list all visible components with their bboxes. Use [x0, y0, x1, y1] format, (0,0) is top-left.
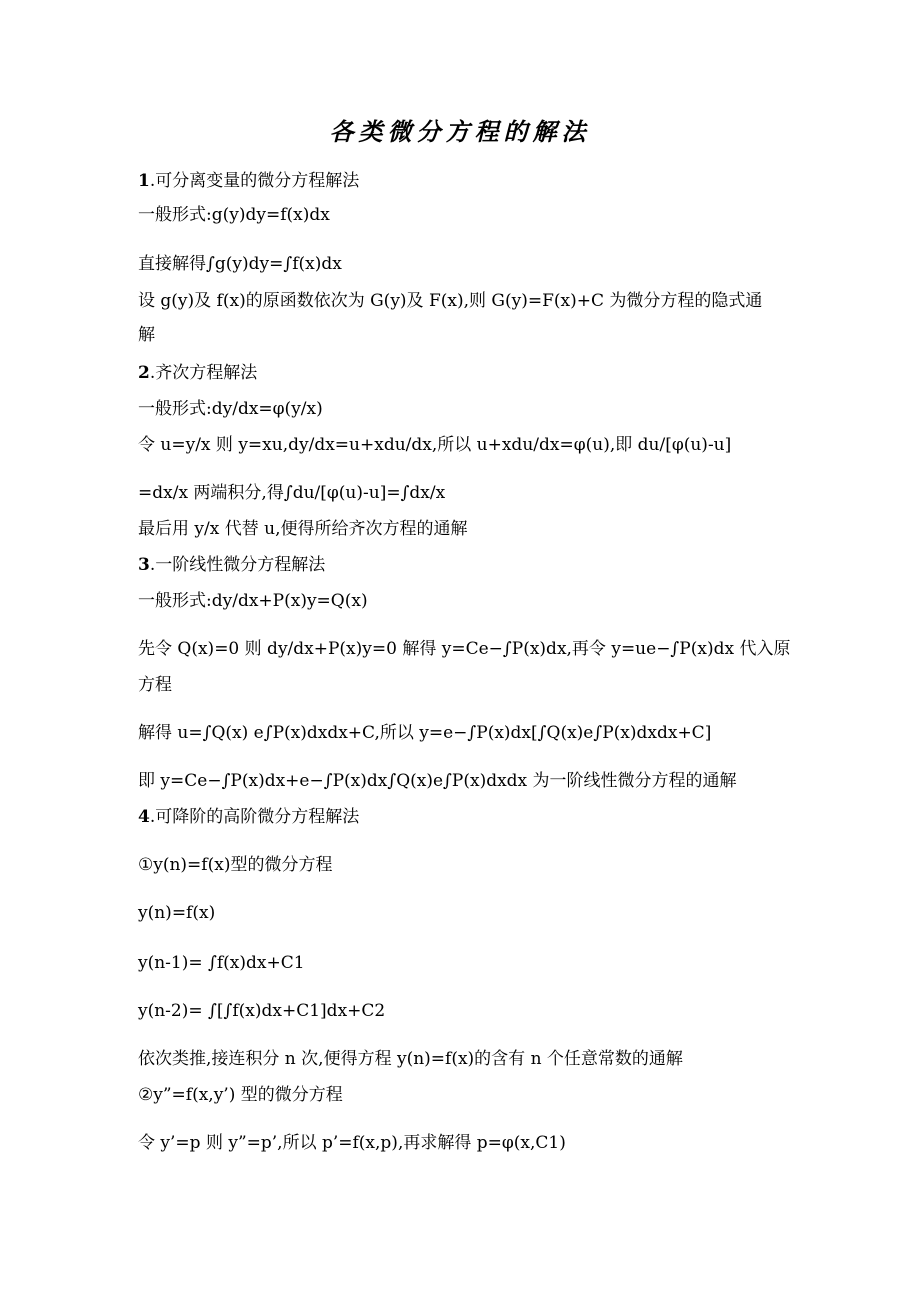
text-line: 一般形式:dy/dx=φ(y/x): [138, 399, 323, 419]
formula-line: 直接解得∫g(y)dy=∫f(x)dx: [138, 254, 342, 274]
text-line: 一般形式:dy/dx+P(x)y=Q(x): [138, 591, 368, 611]
text-line: 依次类推,接连积分 n 次,便得方程 y(n)=f(x)的含有 n 个任意常数的通解: [138, 1049, 683, 1069]
text-line: 方程: [138, 675, 172, 695]
section-heading-2: 2.齐次方程解法: [138, 363, 258, 383]
text-line: 最后用 y/x 代替 u,便得所给齐次方程的通解: [138, 519, 468, 539]
formula-line: 先令 Q(x)=0 则 dy/dx+P(x)y=0 解得 y=Ce−∫P(x)dx,再令 y=ue−∫P(x)dx 代入原: [138, 639, 791, 659]
text-line: 设 g(y)及 f(x)的原函数依次为 G(y)及 F(x),则 G(y)=F(x)+C 为微分方程的隐式通: [138, 291, 763, 311]
formula-line: ②y”=f(x,y’) 型的微分方程: [138, 1085, 343, 1105]
formula-line: 即 y=Ce−∫P(x)dx+e−∫P(x)dx∫Q(x)e∫P(x)dxdx 为一阶线性微分方程的通解: [138, 771, 737, 791]
formula-line: 解得 u=∫Q(x) e∫P(x)dxdx+C,所以 y=e−∫P(x)dx[∫Q(x)e∫P(x)dxdx+C]: [138, 723, 712, 743]
section-heading-1: 1.可分离变量的微分方程解法: [138, 171, 360, 191]
page-title: 各类微分方程的解法: [329, 117, 591, 146]
formula-line: =dx/x 两端积分,得∫du/[φ(u)-u]=∫dx/x: [138, 483, 446, 503]
formula-line: 令 y’=p 则 y”=p’,所以 p’=f(x,p),再求解得 p=φ(x,C1): [138, 1133, 566, 1153]
formula-line: 令 u=y/x 则 y=xu,dy/dx=u+xdu/dx,所以 u+xdu/dx=φ(u),即 du/[φ(u)-u]: [138, 435, 732, 455]
formula-line: y(n)=f(x): [138, 903, 216, 923]
formula-line: y(n-2)= ∫[∫f(x)dx+C1]dx+C2: [138, 1001, 386, 1021]
formula-line: ①y(n)=f(x)型的微分方程: [138, 855, 333, 875]
text-line: 一般形式:g(y)dy=f(x)dx: [138, 205, 330, 225]
section-heading-4: 4.可降阶的高阶微分方程解法: [138, 807, 360, 827]
text-line: 解: [138, 325, 155, 345]
section-heading-3: 3.一阶线性微分方程解法: [138, 555, 326, 575]
formula-line: y(n-1)= ∫f(x)dx+C1: [138, 953, 305, 973]
